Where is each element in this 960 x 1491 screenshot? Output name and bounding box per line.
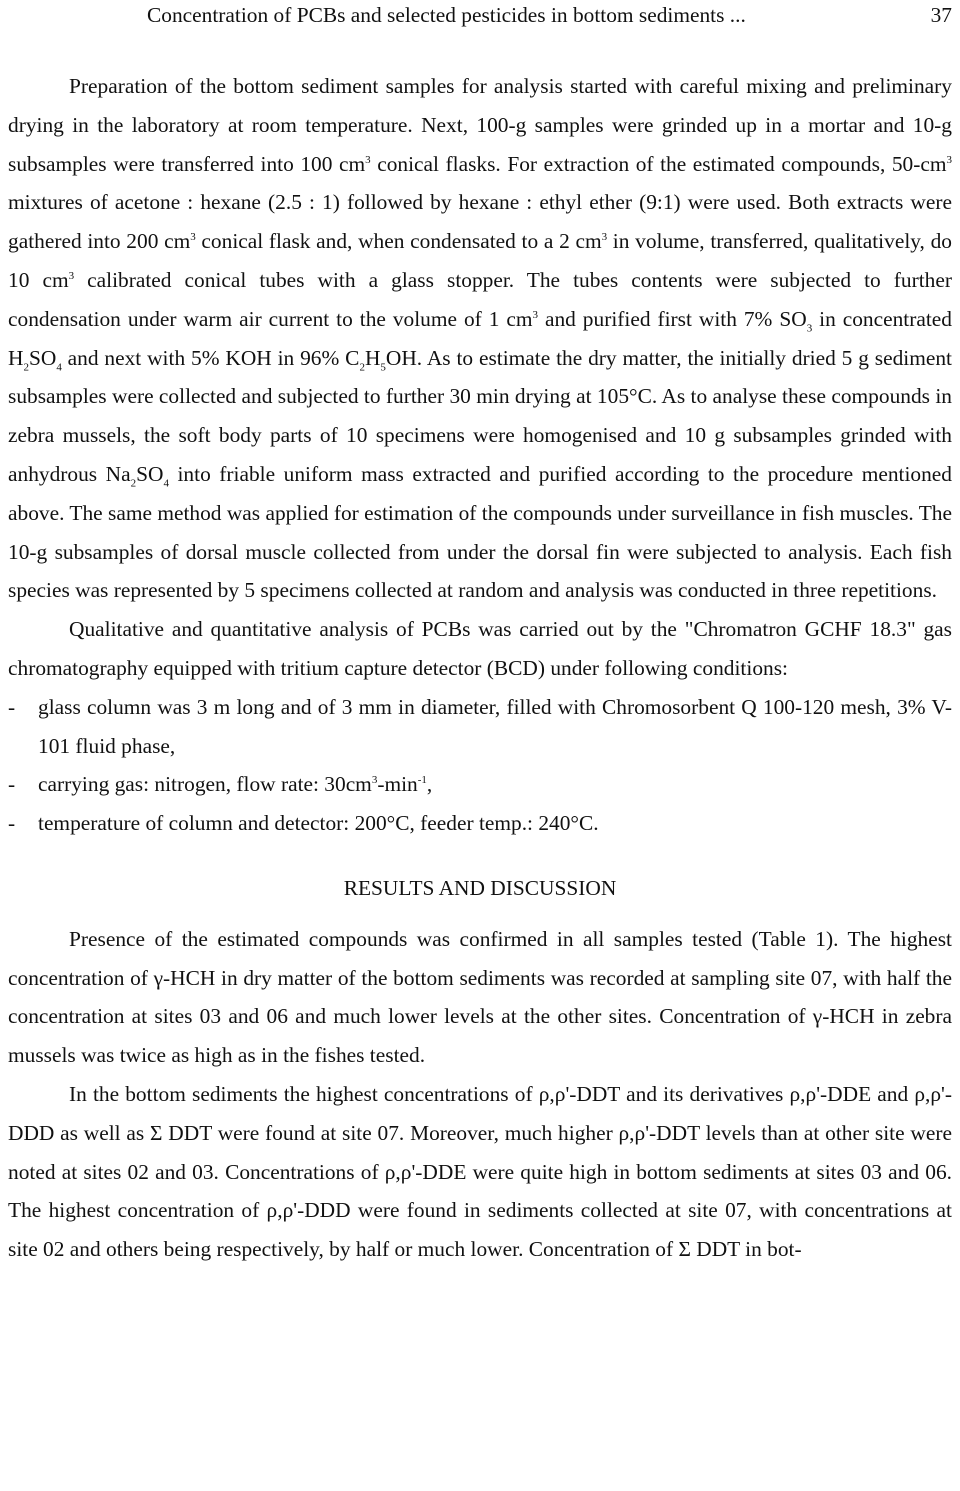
- text-run: SO: [136, 461, 164, 486]
- text-run: and purified first with 7% SO: [538, 306, 807, 331]
- text-run: in volume, transferred, qualitatively, do 10 cm: [8, 229, 952, 292]
- results-paragraph-hch: Presence of the estimated compounds was confirmed in all samples tested (Table 1). The highest concentration of γ-HCH in dry matter of the bottom sediments was recorded at sampling site 07, with half the concentration at sites 03 and 06 and much lower levels at the other sites. Concentration of γ-HCH in zebra mussels was twice as high as in the fishes tested.: [8, 926, 952, 1068]
- subscript: 4: [56, 360, 62, 373]
- superscript: 3: [601, 231, 608, 244]
- subscript: 2: [359, 360, 365, 373]
- list-dash: -: [8, 772, 16, 797]
- text-run: SO: [28, 345, 57, 370]
- chromatography-conditions-list: [8, 688, 952, 843]
- condition-text: -min: [377, 772, 418, 797]
- superscript: 3: [68, 269, 75, 282]
- text-run: conical flasks. For extraction of the estimated compounds, 50-cm: [370, 151, 947, 176]
- running-title: Concentration of PCBs and selected pesticides in bottom sediments ...: [147, 3, 746, 27]
- subscript: 5: [380, 360, 386, 373]
- condition-text: carrying gas: nitrogen, flow rate: 30cm: [38, 772, 372, 797]
- condition-text: ,: [426, 772, 433, 797]
- running-header: [147, 0, 952, 30]
- text-run: in concentrated H: [8, 306, 952, 370]
- page-number: 37: [930, 3, 952, 27]
- condition-item-temperature: [8, 804, 952, 843]
- condition-item-carrier-gas: [8, 765, 952, 804]
- text-run: H: [364, 345, 381, 370]
- text-run: OH. As to estimate the dry matter, the initially dried 5 g sediment subsamples were collected and subjected to further 30 min drying at 105°C. As to analyse these compounds in zebra mussels, the soft body parts of 10 specimens were homogenised and 10 g subsamples grinded with anhydrous Na: [8, 345, 953, 486]
- condition-text: glass column was 3 m long and of 3 mm in diameter, filled with Chromosorbent Q 100-120 mesh, 3% V-101 fluid phase,: [38, 694, 952, 758]
- results-paragraph-ddt: In the bottom sediments the highest concentrations of ρ,ρ'-DDT and its derivatives ρ,ρ'-DDE and ρ,ρ'-DDD as well as Σ DDT were found at site 07. Moreover, much higher ρ,ρ'-DDT levels than at other site were noted at sites 02 and 03. Concentrations of ρ,ρ'-DDE were quite high in bottom sediments at sites 03 and 06. The highest concentration of ρ,ρ'-DDD were found in sediments collected at site 07, with concentrations at site 02 and others being respectively, by half or much lower. Concentration of Σ DDT in bot-: [8, 1081, 952, 1262]
- superscript: 3: [371, 774, 378, 787]
- methods-paragraph-sample-preparation: [8, 67, 952, 610]
- text-run: into friable uniform mass extracted and purified according to the procedure mentioned above. The same method was applied for estimation of the compounds under surveillance in fish muscles. The 10-g subsamples of dorsal muscle collected from under the dorsal fin were subjected to analysis. Each fish species was represented by 5 specimens collected at random and analysis was conducted in three repetitions.: [8, 461, 952, 603]
- subscript: 2: [130, 477, 137, 490]
- superscript: 3: [532, 308, 539, 321]
- methods-paragraph-chromatography: Qualitative and quantitative analysis of PCBs was carried out by the "Chromatron GCHF 18.3" gas chromatography equipped with tritium capture detector (BCD) under following conditions:: [8, 617, 952, 680]
- section-heading-results: RESULTS AND DISCUSSION: [343, 875, 617, 900]
- text-run: Preparation of the bottom sediment samples for analysis started with careful mixing and preliminary drying in the laboratory at room temperature. Next, 100-g samples were grinded up in a mortar and 10-g subsamples were transferred into 100 cm: [8, 74, 952, 176]
- subscript: 3: [806, 322, 813, 335]
- article-body: [8, 67, 952, 1269]
- superscript: -1: [417, 774, 427, 787]
- superscript: 3: [190, 231, 196, 244]
- text-run: calibrated conical tubes with a glass stopper. The tubes contents were subjected to further condensation under warm air current to the volume of 1 cm: [8, 267, 952, 331]
- condition-item-column: [8, 688, 952, 766]
- superscript: 3: [365, 153, 371, 166]
- condition-text: temperature of column and detector: 200°C, feeder temp.: 240°C.: [38, 811, 599, 836]
- subscript: 4: [163, 477, 169, 490]
- text-run: mixtures of acetone : hexane (2.5 : 1) followed by hexane : ethyl ether (9:1) were used. Both extracts were gathered into 200 cm: [8, 190, 952, 254]
- text-run: and next with 5% KOH in 96% C: [61, 345, 360, 370]
- superscript: 3: [946, 153, 952, 166]
- list-dash: -: [8, 811, 16, 836]
- text-run: conical flask and, when condensated to a 2 cm: [195, 229, 602, 254]
- list-dash: -: [8, 694, 16, 719]
- subscript: 2: [23, 360, 29, 373]
